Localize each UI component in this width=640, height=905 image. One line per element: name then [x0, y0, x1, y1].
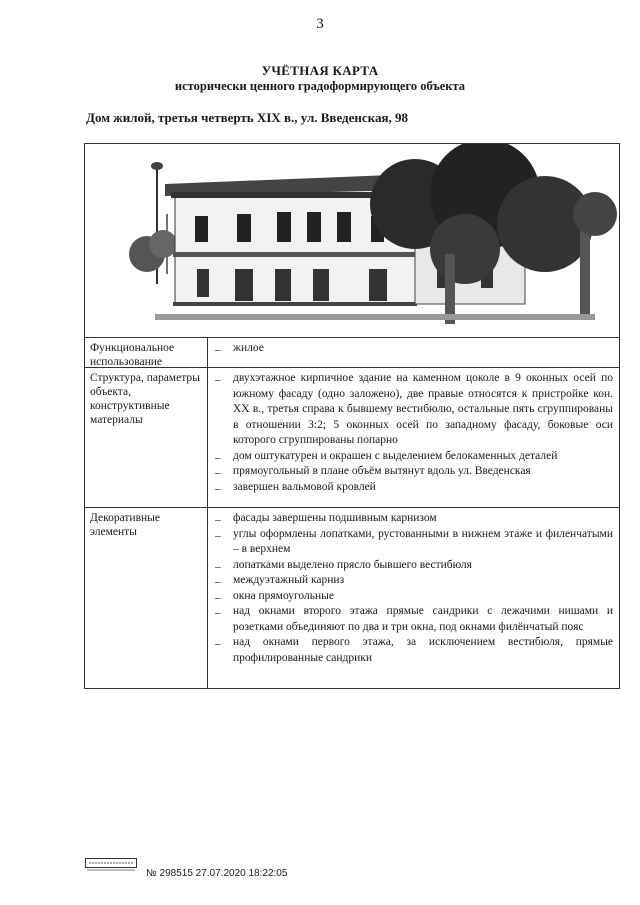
- list-item: – завершен вальмовой кровлей: [213, 480, 613, 496]
- row-decor: [85, 507, 619, 688]
- building-photo-icon: [85, 144, 619, 337]
- page-number: 3: [316, 16, 324, 32]
- row-label-decor: Декоративные элементы: [90, 512, 160, 538]
- record-card: [84, 143, 620, 689]
- building-photo: [85, 144, 619, 338]
- row-items-function: [213, 341, 613, 357]
- list-item: – двухэтажное кирпичное здание на каменном цоколе в 9 оконных осей по южному фасаду (одно заложено), две правые относятся к пристройке кон. XX в., третья справа к бывшему вестибюлю, остальные пять сгруппированы в отношении 3:2; 5 оконных осей по западному фасаду, боковые оси которого сгруппированы попарно: [213, 371, 613, 449]
- document-subtitle: исторически ценного градоформирующего объекта: [174, 79, 466, 93]
- column-divider: [207, 368, 208, 507]
- signature-stamp-icon: [85, 858, 137, 872]
- row-items-structure: [213, 371, 613, 495]
- object-name: Дом жилой, третья четверть XIX в., ул. Введенская, 98: [86, 110, 408, 125]
- row-items-decor: [213, 511, 613, 666]
- row-structure: [85, 367, 619, 507]
- row-label-structure: Структура, параметры объекта, конструктивные материалы: [90, 372, 200, 426]
- list-item: – жилое: [213, 341, 613, 357]
- list-item: – лопатками выделено прясло бывшего вестибюля: [213, 558, 613, 574]
- document-title: УЧЁТНАЯ КАРТА: [261, 63, 379, 78]
- list-item: – углы оформлены лопатками, рустованными в нижнем этаже и филенчатыми – в верхнем: [213, 527, 613, 558]
- list-item: – над окнами первого этажа, за исключением вестибюля, прямые профилированные сандрики: [213, 635, 613, 666]
- list-item: – фасады завершены подшивным карнизом: [213, 511, 613, 527]
- document-id: № 298515 27.07.2020 18:22:05: [146, 868, 288, 879]
- column-divider: [207, 338, 208, 367]
- list-item: – над окнами второго этажа прямые сандрики с лежачими нишами и розетками объединяют по два и три окна, под окнами филёнчатый пояс: [213, 604, 613, 635]
- row-label-function: Функциональное использование: [90, 342, 175, 368]
- row-function: [85, 337, 619, 367]
- list-item: – дом оштукатурен и окрашен с выделением белокаменных деталей: [213, 449, 613, 465]
- list-item: – прямоугольный в плане объём вытянут вдоль ул. Введенская: [213, 464, 613, 480]
- list-item: – окна прямоугольные: [213, 589, 613, 605]
- list-item: – междуэтажный карниз: [213, 573, 613, 589]
- column-divider: [207, 508, 208, 688]
